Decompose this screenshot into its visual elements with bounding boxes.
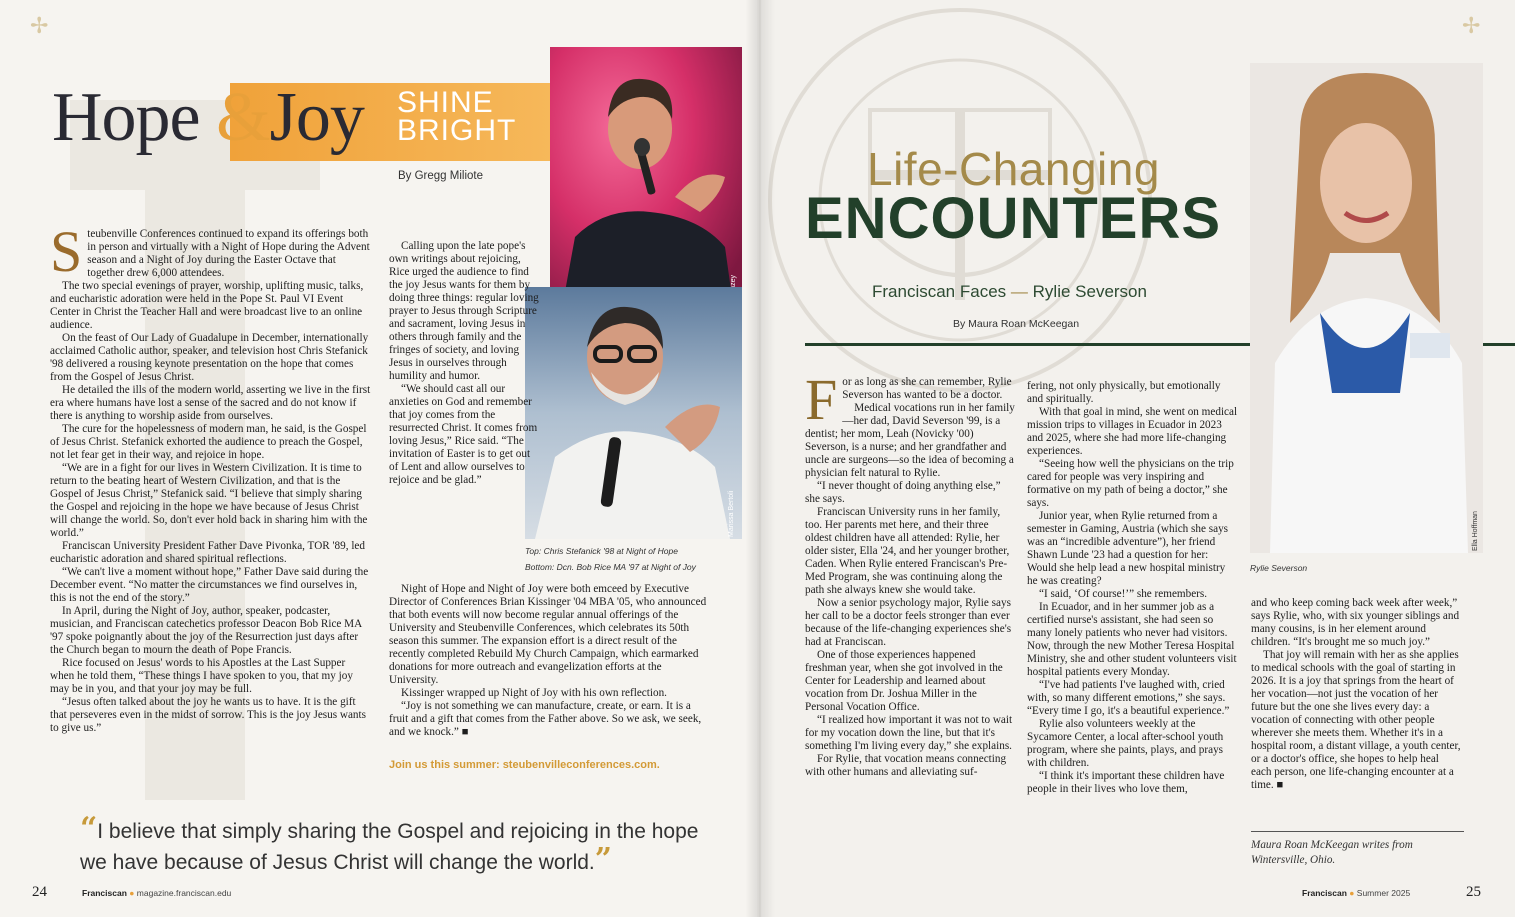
page-number-right: 25 (1466, 884, 1481, 900)
drop-cap: S (50, 219, 83, 284)
cross-ornament-icon: ✢ (1462, 14, 1481, 39)
article-title: Hope &Joy (52, 79, 364, 156)
caption-bottom: Bottom: Dcn. Bob Rice MA '97 at Night of Joy (525, 562, 696, 572)
bio-divider (1251, 831, 1464, 832)
open-quote-mark: “ (80, 811, 98, 846)
left-column-2-lower: Night of Hope and Night of Joy were both emceed by Executive Director of Conferences Brian Kissinger '04 MBA '05, who announced that both events will now become regular annual offerings of the University and Steubenville Conferences, which celebrates its 50th season this summer. The expansion effort is a direct result of the recently completed Rebuild My Church Campaign, which earmarked donations for more outreach and evangelization efforts at the University. Kissinger wrapped up Night of Joy with his own reflection. “Joy is not something we can manufacture, create, or earn. It is a fruit and a gift that comes from the Father above. So we ask, we seek, and we knock.” ■ (389, 583, 707, 738)
drop-cap: F (805, 367, 838, 432)
author-bio: Maura Roan McKeegan writes from Wintersville, Ohio. (1251, 839, 1413, 866)
photo-caption (525, 543, 740, 575)
close-quote-mark: ” (594, 842, 613, 877)
article-title-line1: Life-Changing (867, 143, 1160, 195)
footer-left: Franciscan ● magazine.franciscan.edu (82, 888, 232, 898)
photo-caption-right: Rylie Severson (1250, 563, 1308, 573)
photo-bob-rice (525, 287, 742, 539)
conferences-link[interactable]: Join us this summer: steubenvilleconferences.com. (389, 759, 660, 771)
photo-rylie-severson (1250, 63, 1483, 553)
pull-quote: “I believe that simply sharing the Gospel and rejoicing in the hope we have because of Jesus Christ will change the world.” (80, 811, 699, 877)
book-spine-shadow (745, 0, 775, 917)
right-column-1: For as long as she can remember, Rylie Severson has wanted to be a doctor. Medical vocations run in her family—her dad, David Severson '99, is a dentist; her mom, Leah (Novicky '00) Severson, is a nurse; and her grandfather and uncle are surgeons—so the idea of becoming a physician felt natural to Rylie. “I never thought of doing anything else,” she says. Franciscan University runs in her family, too. Her parents met here, and their three oldest children have all attended: Rylie, her older sister, Ella '24, and her younger brother, Caden. When Rylie entered Franciscan's Pre-Med Program, she was continuing along the path she always knew she would take. Now a senior psychology major, Rylie says her call to be a doctor feels stronger than ever because of the life-changing experiences she's had at Franciscan. One of those experiences happened freshman year, when she got involved in the Center for Leadership and learned about vocation from Dr. Joshua Miller in the Personal Vocation Office. “I realized how important it was not to wait for my vocation down the line, but that it's something I'm living every day,” she explains. For Rylie, that vocation means connecting with other humans and alleviating suf- (805, 367, 1015, 778)
right-column-2: fering, not only physically, but emotionally and spiritually. With that goal in mind, she went on medical mission trips to villages in Ecuador in 2023 and 2025, where she had more life-changing experiences. “Seeing how well the physicians on the trip cared for people was very inspiring and formative on my path of being a doctor,” she says. Junior year, when Rylie returned from a semester in Gaming, Austria (which she says was an “incredible adventure”), her friend Shawn Lunde '23 had a question for her: Would she help lead a new hospital ministry he was creating? “I said, ‘Of course!’” she remembers. In Ecuador, and in her summer job as a certified nurse's assistant, she had seen so many lonely patients who never had visitors. Now, through the new Mother Teresa Hospital Ministry, she and other student volunteers visit hospital patients every Monday. “I've had patients I've laughed with, cried with, so many different emotions,” she says. “Every time I go, it's a beautiful experience.” Rylie also volunteers weekly at the Sycamore Center, a local after-school youth program, where she paints, plays, and prays with children. “I think it's important these children have people in their lives who love them, (1027, 380, 1238, 795)
footer-right: Franciscan ● Summer 2025 (1302, 888, 1411, 898)
cross-ornament-icon: ✢ (30, 14, 49, 39)
byline: By Gregg Miliote (398, 170, 484, 182)
title-ampersand: & (216, 79, 270, 156)
left-column-2: Calling upon the late pope's own writings about rejoicing, Rice urged the audience to find the joy Jesus wants for them by doing three things: regular loving prayer to Jesus through Scripture and sacrament, loving Jesus in others through family and the fringes of society, and loving Jesus in ourselves through humility and humor. “We should cast all our anxieties on God and remember that joy comes from the resurrected Christ. It comes from loving Jesus,” Rice said. “The invitation of Easter is to get out of Lent and allow ourselves to rejoice and be glad.” (389, 240, 539, 486)
photo-credit-right: Ella Hoffman (1472, 511, 1479, 551)
caption-top: Top: Chris Stefanick '98 at Night of Hope (525, 546, 678, 556)
section-subtitle: Franciscan Faces — Rylie Severson (872, 282, 1147, 301)
article-title-line2: ENCOUNTERS (805, 186, 1222, 251)
title-shine-bright: SHINE BRIGHT (397, 86, 517, 147)
right-column-3: and who keep coming back week after week,” says Rylie, who, with six younger siblings and many cousins, is in her element around children. “It's brought me so much joy.” That joy will remain with her as she applies to medical schools with the goal of starting in 2026. It is a joy that springs from the heart of her vocation—not just the vocation of her future but the one she lives every day: a vocation of connecting with other people wherever she meets them. Whether it's in a hospital room, a distant village, a youth center, or a doctor's office, she hopes to help heal each person, one life-changing encounter at a time. ■ (1251, 597, 1461, 791)
byline-right: By Maura Roan McKeegan (953, 318, 1080, 330)
left-column-1: Steubenville Conferences continued to expand its offerings both in person and virtually with a Night of Hope during the Advent season and a Night of Joy during the Easter Octave that together drew 6,000 attendees. The two special evenings of prayer, worship, uplifting music, talks, and eucharistic adoration were held in the Pope St. Paul VI Event Center in Christ the Teacher Hall and were broadcast live to an online audience. On the feast of Our Lady of Guadalupe in December, internationally acclaimed Catholic author, speaker, and television host Chris Stefanick '98 delivered a rousing keynote presentation on the hope that comes from the Gospel of Jesus Christ. He detailed the ills of the modern world, asserting we live in the first era where humans have lost a sense of the sacred and do not know if there is anything to worship aside from ourselves. The cure for the hopelessness of modern man, he said, is the Gospel of Jesus Christ. Stefanick exhorted the audience to preach the Gospel, not let fear get in their way, and rejoice in hope. “We are in a fight for our lives in Western Civilization. It is time to return to the beating heart of Western Civilization, and that is the Gospel of Jesus Christ,” Stefanick said. “I believe that simply sharing the Gospel and rejoicing in the hope we have because of Jesus Christ will change the world. So, don't ever hold back in sharing him with the world.” Franciscan University President Father Dave Pivonka, TOR '89, led eucharistic adoration and shared spiritual reflections. “We can't live a moment without hope,” Father Dave said during the December event. “No matter the circumstances we find ourselves in, this is not the end of the story.” In April, during the Night of Joy, author, speaker, podcaster, musician, and Franciscan catechetics professor Deacon Bob Rice MA '97 spoke poignantly about the joy of the Resurrection just days after the Church began to mourn the death of Pope Francis. Rice focused on Jesus' words to his Apostles at the Last Supper when he told them, “These things I have spoken to you, that my joy may be in you, and that your joy may be full. “Jesus often talked about the joy he wants us to have. It is the gift that perseveres even in the midst of sorrow. This is the joy Jesus wants to give us.” (50, 219, 371, 734)
photo-credit-bottom: Marissa Bertoli (728, 490, 735, 537)
photo-chris-stefanick (550, 47, 742, 319)
page-number-left: 24 (32, 884, 47, 900)
